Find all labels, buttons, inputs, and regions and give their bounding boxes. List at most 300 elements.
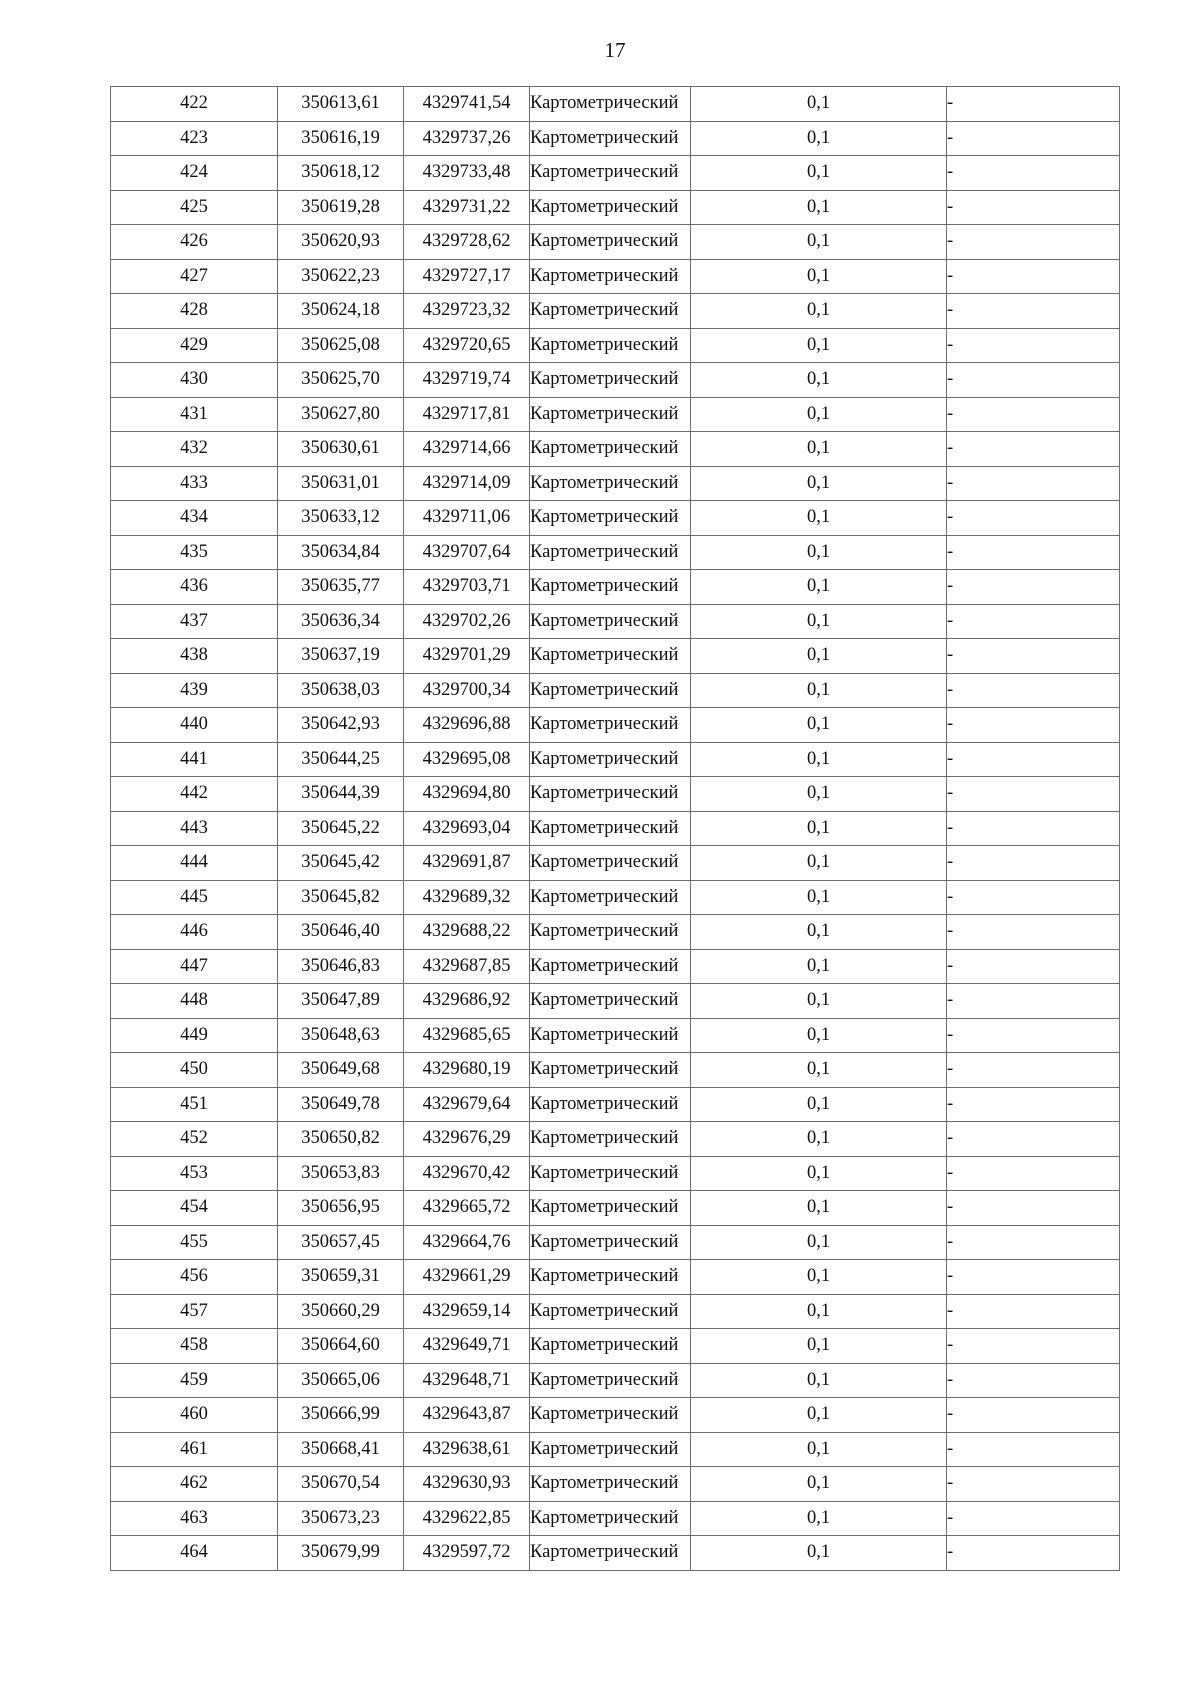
note-cell: -: [947, 604, 1120, 639]
x-coordinate-cell: 350636,34: [278, 604, 404, 639]
accuracy-cell: 0,1: [691, 1363, 947, 1398]
note-cell: -: [947, 1122, 1120, 1157]
x-coordinate-cell: 350622,23: [278, 259, 404, 294]
table-row: [111, 1225, 1120, 1260]
accuracy-cell: 0,1: [691, 1432, 947, 1467]
y-coordinate-cell: 4329707,64: [404, 535, 530, 570]
method-cell: Картометрический: [530, 1467, 691, 1502]
y-coordinate-cell: 4329661,29: [404, 1260, 530, 1295]
table-row: [111, 1363, 1120, 1398]
coordinates-table: [110, 86, 1120, 1571]
table-row: [111, 1398, 1120, 1433]
note-cell: -: [947, 846, 1120, 881]
point-number-cell: 458: [111, 1329, 278, 1364]
x-coordinate-cell: 350613,61: [278, 87, 404, 122]
y-coordinate-cell: 4329664,76: [404, 1225, 530, 1260]
method-cell: Картометрический: [530, 1156, 691, 1191]
note-cell: -: [947, 1191, 1120, 1226]
method-cell: Картометрический: [530, 777, 691, 812]
point-number-cell: 435: [111, 535, 278, 570]
y-coordinate-cell: 4329679,64: [404, 1087, 530, 1122]
y-coordinate-cell: 4329723,32: [404, 294, 530, 329]
note-cell: -: [947, 570, 1120, 605]
method-cell: Картометрический: [530, 535, 691, 570]
accuracy-cell: 0,1: [691, 1122, 947, 1157]
note-cell: -: [947, 432, 1120, 467]
table-body: [111, 87, 1120, 1571]
note-cell: -: [947, 742, 1120, 777]
table-row: [111, 639, 1120, 674]
method-cell: Картометрический: [530, 1501, 691, 1536]
y-coordinate-cell: 4329665,72: [404, 1191, 530, 1226]
y-coordinate-cell: 4329649,71: [404, 1329, 530, 1364]
method-cell: Картометрический: [530, 1363, 691, 1398]
method-cell: Картометрический: [530, 673, 691, 708]
note-cell: -: [947, 1432, 1120, 1467]
point-number-cell: 440: [111, 708, 278, 743]
y-coordinate-cell: 4329685,65: [404, 1018, 530, 1053]
table-row: [111, 1156, 1120, 1191]
x-coordinate-cell: 350620,93: [278, 225, 404, 260]
point-number-cell: 438: [111, 639, 278, 674]
table-row: [111, 1260, 1120, 1295]
point-number-cell: 452: [111, 1122, 278, 1157]
note-cell: -: [947, 1398, 1120, 1433]
x-coordinate-cell: 350679,99: [278, 1536, 404, 1571]
table-row: [111, 984, 1120, 1019]
accuracy-cell: 0,1: [691, 466, 947, 501]
note-cell: -: [947, 1087, 1120, 1122]
point-number-cell: 460: [111, 1398, 278, 1433]
accuracy-cell: 0,1: [691, 570, 947, 605]
note-cell: -: [947, 1501, 1120, 1536]
x-coordinate-cell: 350660,29: [278, 1294, 404, 1329]
table-row: [111, 259, 1120, 294]
y-coordinate-cell: 4329719,74: [404, 363, 530, 398]
y-coordinate-cell: 4329702,26: [404, 604, 530, 639]
method-cell: Картометрический: [530, 1087, 691, 1122]
y-coordinate-cell: 4329741,54: [404, 87, 530, 122]
point-number-cell: 454: [111, 1191, 278, 1226]
method-cell: Картометрический: [530, 1329, 691, 1364]
method-cell: Картометрический: [530, 1260, 691, 1295]
note-cell: -: [947, 1294, 1120, 1329]
point-number-cell: 431: [111, 397, 278, 432]
point-number-cell: 463: [111, 1501, 278, 1536]
y-coordinate-cell: 4329687,85: [404, 949, 530, 984]
y-coordinate-cell: 4329689,32: [404, 880, 530, 915]
method-cell: Картометрический: [530, 1398, 691, 1433]
x-coordinate-cell: 350627,80: [278, 397, 404, 432]
table-row: [111, 466, 1120, 501]
method-cell: Картометрический: [530, 121, 691, 156]
x-coordinate-cell: 350653,83: [278, 1156, 404, 1191]
y-coordinate-cell: 4329711,06: [404, 501, 530, 536]
point-number-cell: 433: [111, 466, 278, 501]
point-number-cell: 432: [111, 432, 278, 467]
method-cell: Картометрический: [530, 328, 691, 363]
point-number-cell: 444: [111, 846, 278, 881]
accuracy-cell: 0,1: [691, 190, 947, 225]
note-cell: -: [947, 1156, 1120, 1191]
accuracy-cell: 0,1: [691, 1087, 947, 1122]
note-cell: -: [947, 1363, 1120, 1398]
accuracy-cell: 0,1: [691, 604, 947, 639]
point-number-cell: 434: [111, 501, 278, 536]
method-cell: Картометрический: [530, 811, 691, 846]
note-cell: -: [947, 87, 1120, 122]
accuracy-cell: 0,1: [691, 984, 947, 1019]
note-cell: -: [947, 466, 1120, 501]
x-coordinate-cell: 350633,12: [278, 501, 404, 536]
x-coordinate-cell: 350668,41: [278, 1432, 404, 1467]
point-number-cell: 426: [111, 225, 278, 260]
x-coordinate-cell: 350644,39: [278, 777, 404, 812]
x-coordinate-cell: 350646,83: [278, 949, 404, 984]
x-coordinate-cell: 350645,22: [278, 811, 404, 846]
method-cell: Картометрический: [530, 294, 691, 329]
method-cell: Картометрический: [530, 397, 691, 432]
table-row: [111, 811, 1120, 846]
point-number-cell: 446: [111, 915, 278, 950]
table-row: [111, 1191, 1120, 1226]
table-row: [111, 777, 1120, 812]
page-number: 17: [604, 38, 626, 62]
table-row: [111, 190, 1120, 225]
table-row: [111, 1501, 1120, 1536]
note-cell: -: [947, 1225, 1120, 1260]
point-number-cell: 459: [111, 1363, 278, 1398]
method-cell: Картометрический: [530, 1225, 691, 1260]
table-row: [111, 432, 1120, 467]
y-coordinate-cell: 4329720,65: [404, 328, 530, 363]
method-cell: Картометрический: [530, 432, 691, 467]
y-coordinate-cell: 4329693,04: [404, 811, 530, 846]
accuracy-cell: 0,1: [691, 121, 947, 156]
accuracy-cell: 0,1: [691, 673, 947, 708]
method-cell: Картометрический: [530, 501, 691, 536]
note-cell: -: [947, 1467, 1120, 1502]
y-coordinate-cell: 4329597,72: [404, 1536, 530, 1571]
note-cell: -: [947, 1053, 1120, 1088]
method-cell: Картометрический: [530, 708, 691, 743]
point-number-cell: 423: [111, 121, 278, 156]
x-coordinate-cell: 350649,68: [278, 1053, 404, 1088]
point-number-cell: 462: [111, 1467, 278, 1502]
method-cell: Картометрический: [530, 1122, 691, 1157]
point-number-cell: 445: [111, 880, 278, 915]
note-cell: -: [947, 1536, 1120, 1571]
point-number-cell: 449: [111, 1018, 278, 1053]
point-number-cell: 451: [111, 1087, 278, 1122]
method-cell: Картометрический: [530, 984, 691, 1019]
table-row: [111, 1467, 1120, 1502]
point-number-cell: 422: [111, 87, 278, 122]
accuracy-cell: 0,1: [691, 1156, 947, 1191]
accuracy-cell: 0,1: [691, 1398, 947, 1433]
note-cell: -: [947, 535, 1120, 570]
table-row: [111, 708, 1120, 743]
x-coordinate-cell: 350645,42: [278, 846, 404, 881]
note-cell: -: [947, 121, 1120, 156]
accuracy-cell: 0,1: [691, 328, 947, 363]
point-number-cell: 427: [111, 259, 278, 294]
method-cell: Картометрический: [530, 1294, 691, 1329]
y-coordinate-cell: 4329686,92: [404, 984, 530, 1019]
x-coordinate-cell: 350642,93: [278, 708, 404, 743]
point-number-cell: 441: [111, 742, 278, 777]
method-cell: Картометрический: [530, 259, 691, 294]
y-coordinate-cell: 4329688,22: [404, 915, 530, 950]
x-coordinate-cell: 350648,63: [278, 1018, 404, 1053]
note-cell: -: [947, 639, 1120, 674]
table-row: [111, 1018, 1120, 1053]
point-number-cell: 439: [111, 673, 278, 708]
accuracy-cell: 0,1: [691, 811, 947, 846]
accuracy-cell: 0,1: [691, 1191, 947, 1226]
x-coordinate-cell: 350670,54: [278, 1467, 404, 1502]
method-cell: Картометрический: [530, 570, 691, 605]
y-coordinate-cell: 4329714,66: [404, 432, 530, 467]
y-coordinate-cell: 4329703,71: [404, 570, 530, 605]
y-coordinate-cell: 4329696,88: [404, 708, 530, 743]
accuracy-cell: 0,1: [691, 87, 947, 122]
method-cell: Картометрический: [530, 639, 691, 674]
point-number-cell: 448: [111, 984, 278, 1019]
x-coordinate-cell: 350657,45: [278, 1225, 404, 1260]
method-cell: Картометрический: [530, 1191, 691, 1226]
x-coordinate-cell: 350647,89: [278, 984, 404, 1019]
note-cell: -: [947, 397, 1120, 432]
note-cell: -: [947, 673, 1120, 708]
point-number-cell: 430: [111, 363, 278, 398]
point-number-cell: 447: [111, 949, 278, 984]
table-row: [111, 1122, 1120, 1157]
note-cell: -: [947, 1260, 1120, 1295]
table-row: [111, 570, 1120, 605]
x-coordinate-cell: 350630,61: [278, 432, 404, 467]
note-cell: -: [947, 1018, 1120, 1053]
point-number-cell: 455: [111, 1225, 278, 1260]
accuracy-cell: 0,1: [691, 432, 947, 467]
method-cell: Картометрический: [530, 915, 691, 950]
note-cell: -: [947, 949, 1120, 984]
table-row: [111, 880, 1120, 915]
method-cell: Картометрический: [530, 190, 691, 225]
table-row: [111, 604, 1120, 639]
table-row: [111, 397, 1120, 432]
x-coordinate-cell: 350619,28: [278, 190, 404, 225]
note-cell: -: [947, 190, 1120, 225]
method-cell: Картометрический: [530, 1018, 691, 1053]
x-coordinate-cell: 350634,84: [278, 535, 404, 570]
x-coordinate-cell: 350649,78: [278, 1087, 404, 1122]
accuracy-cell: 0,1: [691, 1225, 947, 1260]
x-coordinate-cell: 350664,60: [278, 1329, 404, 1364]
point-number-cell: 464: [111, 1536, 278, 1571]
x-coordinate-cell: 350645,82: [278, 880, 404, 915]
method-cell: Картометрический: [530, 225, 691, 260]
point-number-cell: 453: [111, 1156, 278, 1191]
y-coordinate-cell: 4329728,62: [404, 225, 530, 260]
point-number-cell: 450: [111, 1053, 278, 1088]
table-row: [111, 294, 1120, 329]
y-coordinate-cell: 4329700,34: [404, 673, 530, 708]
x-coordinate-cell: 350638,03: [278, 673, 404, 708]
note-cell: -: [947, 880, 1120, 915]
table-row: [111, 742, 1120, 777]
x-coordinate-cell: 350659,31: [278, 1260, 404, 1295]
accuracy-cell: 0,1: [691, 949, 947, 984]
x-coordinate-cell: 350618,12: [278, 156, 404, 191]
y-coordinate-cell: 4329643,87: [404, 1398, 530, 1433]
x-coordinate-cell: 350635,77: [278, 570, 404, 605]
point-number-cell: 428: [111, 294, 278, 329]
x-coordinate-cell: 350625,70: [278, 363, 404, 398]
x-coordinate-cell: 350616,19: [278, 121, 404, 156]
y-coordinate-cell: 4329691,87: [404, 846, 530, 881]
point-number-cell: 456: [111, 1260, 278, 1295]
table-row: [111, 1536, 1120, 1571]
accuracy-cell: 0,1: [691, 777, 947, 812]
point-number-cell: 429: [111, 328, 278, 363]
accuracy-cell: 0,1: [691, 1294, 947, 1329]
y-coordinate-cell: 4329727,17: [404, 259, 530, 294]
accuracy-cell: 0,1: [691, 397, 947, 432]
note-cell: -: [947, 156, 1120, 191]
x-coordinate-cell: 350637,19: [278, 639, 404, 674]
table-row: [111, 87, 1120, 122]
method-cell: Картометрический: [530, 363, 691, 398]
table-row: [111, 535, 1120, 570]
point-number-cell: 425: [111, 190, 278, 225]
accuracy-cell: 0,1: [691, 1467, 947, 1502]
y-coordinate-cell: 4329737,26: [404, 121, 530, 156]
accuracy-cell: 0,1: [691, 501, 947, 536]
x-coordinate-cell: 350625,08: [278, 328, 404, 363]
y-coordinate-cell: 4329695,08: [404, 742, 530, 777]
accuracy-cell: 0,1: [691, 259, 947, 294]
note-cell: -: [947, 294, 1120, 329]
note-cell: -: [947, 811, 1120, 846]
note-cell: -: [947, 225, 1120, 260]
y-coordinate-cell: 4329701,29: [404, 639, 530, 674]
accuracy-cell: 0,1: [691, 363, 947, 398]
note-cell: -: [947, 984, 1120, 1019]
table-row: [111, 328, 1120, 363]
method-cell: Картометрический: [530, 742, 691, 777]
point-number-cell: 457: [111, 1294, 278, 1329]
method-cell: Картометрический: [530, 156, 691, 191]
point-number-cell: 437: [111, 604, 278, 639]
accuracy-cell: 0,1: [691, 708, 947, 743]
accuracy-cell: 0,1: [691, 1329, 947, 1364]
y-coordinate-cell: 4329648,71: [404, 1363, 530, 1398]
x-coordinate-cell: 350631,01: [278, 466, 404, 501]
y-coordinate-cell: 4329630,93: [404, 1467, 530, 1502]
method-cell: Картометрический: [530, 880, 691, 915]
accuracy-cell: 0,1: [691, 846, 947, 881]
y-coordinate-cell: 4329638,61: [404, 1432, 530, 1467]
table-row: [111, 225, 1120, 260]
accuracy-cell: 0,1: [691, 1018, 947, 1053]
accuracy-cell: 0,1: [691, 1053, 947, 1088]
y-coordinate-cell: 4329733,48: [404, 156, 530, 191]
note-cell: -: [947, 708, 1120, 743]
accuracy-cell: 0,1: [691, 915, 947, 950]
note-cell: -: [947, 363, 1120, 398]
accuracy-cell: 0,1: [691, 156, 947, 191]
note-cell: -: [947, 259, 1120, 294]
method-cell: Картометрический: [530, 1053, 691, 1088]
table-row: [111, 1329, 1120, 1364]
table-row: [111, 846, 1120, 881]
accuracy-cell: 0,1: [691, 1536, 947, 1571]
x-coordinate-cell: 350656,95: [278, 1191, 404, 1226]
method-cell: Картометрический: [530, 1432, 691, 1467]
point-number-cell: 442: [111, 777, 278, 812]
note-cell: -: [947, 915, 1120, 950]
table-row: [111, 1294, 1120, 1329]
method-cell: Картометрический: [530, 1536, 691, 1571]
table-row: [111, 501, 1120, 536]
table-row: [111, 363, 1120, 398]
note-cell: -: [947, 777, 1120, 812]
table-row: [111, 1053, 1120, 1088]
table-row: [111, 156, 1120, 191]
accuracy-cell: 0,1: [691, 639, 947, 674]
y-coordinate-cell: 4329731,22: [404, 190, 530, 225]
accuracy-cell: 0,1: [691, 294, 947, 329]
y-coordinate-cell: 4329676,29: [404, 1122, 530, 1157]
accuracy-cell: 0,1: [691, 880, 947, 915]
note-cell: -: [947, 328, 1120, 363]
y-coordinate-cell: 4329714,09: [404, 466, 530, 501]
table-row: [111, 121, 1120, 156]
method-cell: Картометрический: [530, 87, 691, 122]
accuracy-cell: 0,1: [691, 535, 947, 570]
table-row: [111, 673, 1120, 708]
x-coordinate-cell: 350646,40: [278, 915, 404, 950]
y-coordinate-cell: 4329680,19: [404, 1053, 530, 1088]
method-cell: Картометрический: [530, 466, 691, 501]
table-row: [111, 1087, 1120, 1122]
accuracy-cell: 0,1: [691, 1501, 947, 1536]
x-coordinate-cell: 350650,82: [278, 1122, 404, 1157]
method-cell: Картометрический: [530, 949, 691, 984]
x-coordinate-cell: 350644,25: [278, 742, 404, 777]
note-cell: -: [947, 501, 1120, 536]
accuracy-cell: 0,1: [691, 742, 947, 777]
x-coordinate-cell: 350666,99: [278, 1398, 404, 1433]
note-cell: -: [947, 1329, 1120, 1364]
y-coordinate-cell: 4329717,81: [404, 397, 530, 432]
y-coordinate-cell: 4329670,42: [404, 1156, 530, 1191]
accuracy-cell: 0,1: [691, 1260, 947, 1295]
point-number-cell: 443: [111, 811, 278, 846]
method-cell: Картометрический: [530, 604, 691, 639]
method-cell: Картометрический: [530, 846, 691, 881]
x-coordinate-cell: 350624,18: [278, 294, 404, 329]
x-coordinate-cell: 350665,06: [278, 1363, 404, 1398]
table-row: [111, 915, 1120, 950]
point-number-cell: 461: [111, 1432, 278, 1467]
accuracy-cell: 0,1: [691, 225, 947, 260]
y-coordinate-cell: 4329622,85: [404, 1501, 530, 1536]
y-coordinate-cell: 4329694,80: [404, 777, 530, 812]
point-number-cell: 436: [111, 570, 278, 605]
point-number-cell: 424: [111, 156, 278, 191]
